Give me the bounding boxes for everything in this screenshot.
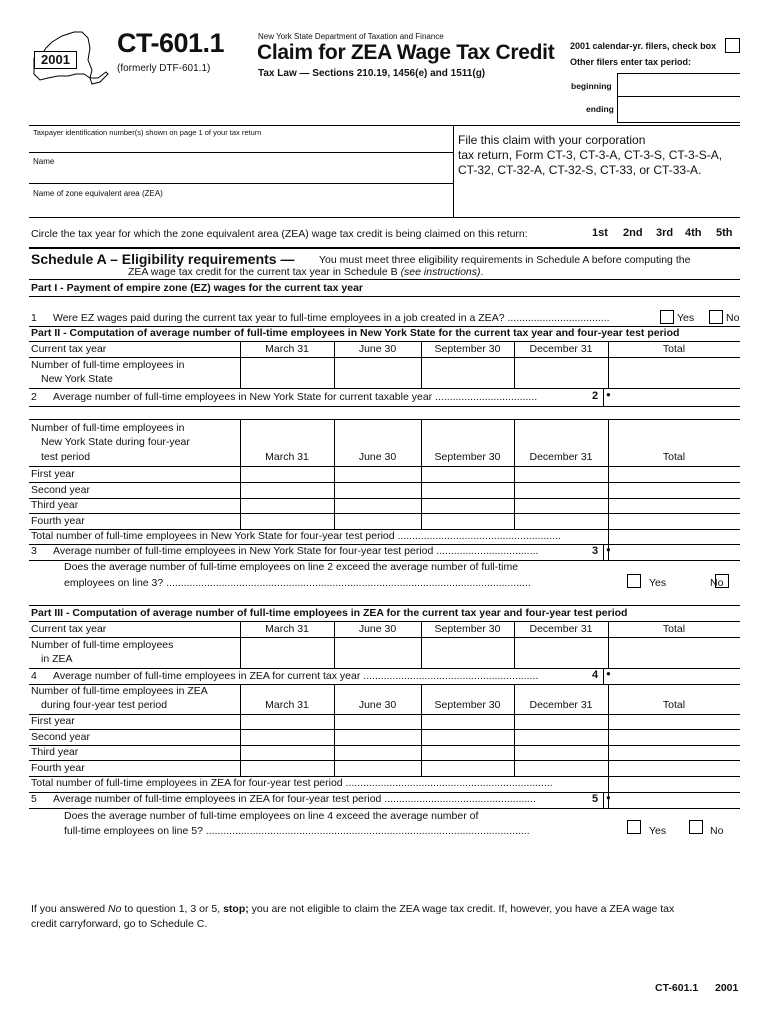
fy-nys-second-year: Second year — [31, 484, 90, 496]
zea-fy-col-september: September 30 — [434, 699, 501, 711]
line-1-number: 1 — [31, 312, 37, 324]
formerly-label: (formerly DTF-601.1) — [117, 63, 211, 74]
question-5-text-2: full-time employees on line 5? ............................................................................................................... — [64, 825, 530, 837]
year-badge: 2001 — [34, 51, 77, 69]
line-3-number: 3 — [31, 545, 37, 557]
zea-col-total: Total — [662, 623, 686, 635]
schedule-a-heading: Schedule A – Eligibility requirements — — [31, 251, 295, 267]
nys-june-field[interactable] — [335, 358, 421, 387]
part-1-heading: Part I - Payment of empire zone (EZ) wages for the current tax year — [31, 282, 364, 294]
zea-fy-col-march: March 31 — [265, 699, 309, 711]
zea-fy-total-field[interactable] — [609, 776, 740, 792]
intro-2-text: ZEA wage tax credit for the current tax year in Schedule B — [128, 266, 398, 278]
question-5-no-checkbox[interactable] — [689, 820, 703, 834]
fy-nys-total-label: Total number of full-time employees in New York State for four-year test period ........................................................ — [31, 530, 561, 542]
stop-text-a: If you answered — [31, 903, 109, 915]
name-label: Name — [33, 157, 55, 166]
zea-fy-second-year: Second year — [31, 731, 90, 743]
taxpayer-id-field[interactable] — [29, 138, 453, 152]
col-total: Total — [662, 343, 686, 355]
see-instructions-text: (see instructions) — [400, 266, 481, 278]
calendar-filers-label: 2001 calendar-yr. filers, check box — [570, 41, 717, 51]
footer-year: 2001 — [715, 982, 739, 994]
zea-employees-label-1: Number of full-time employees — [31, 639, 174, 651]
fy-nys-label-1: Number of full-time employees in — [31, 422, 185, 434]
line-4-number: 4 — [31, 670, 37, 682]
zea-fy-col-december: December 31 — [529, 699, 593, 711]
nys-december-field[interactable] — [515, 358, 608, 387]
year-option-5th[interactable]: 5th — [716, 227, 733, 239]
line-1-no-checkbox[interactable] — [709, 310, 723, 324]
line-4-bullet: ● — [606, 669, 611, 678]
line-4-box-label: 4 — [592, 669, 599, 681]
zea-col-december: December 31 — [529, 623, 593, 635]
part-2-heading: Part II - Computation of average number of full-time employees in New York State for the current tax year and four-year test period — [31, 327, 680, 339]
fy-nys-col-june: June 30 — [358, 451, 397, 463]
file-with-text-1: File this claim with your corporation — [458, 133, 646, 147]
stop-instruction-line-1 — [31, 903, 674, 915]
circle-year-instruction: Circle the tax year for which the zone equivalent area (ZEA) wage tax credit is being claimed on this return: — [31, 228, 528, 240]
question-5-yes-label: Yes — [649, 825, 667, 837]
calendar-year-checkbox[interactable] — [725, 38, 740, 53]
schedule-a-intro-1: You must meet three eligibility requirements in Schedule A before computing the — [319, 254, 691, 266]
fy-nys-total-field[interactable] — [609, 529, 740, 544]
line-2-bullet: ● — [606, 390, 611, 399]
year-option-2nd[interactable]: 2nd — [623, 227, 643, 239]
zea-name-label: Name of zone equivalent area (ZEA) — [33, 189, 163, 198]
fy-nys-first-year: First year — [31, 468, 75, 480]
year-option-3rd[interactable]: 3rd — [656, 227, 674, 239]
schedule-a-intro-2 — [128, 266, 483, 278]
file-with-text-3: CT-32, CT-32-A, CT-32-S, CT-33, or CT-33-A. — [458, 163, 702, 177]
question-3-no-label: No — [710, 577, 724, 589]
zea-fy-col-june: June 30 — [358, 699, 397, 711]
nys-march-field[interactable] — [241, 358, 334, 387]
line-5-number: 5 — [31, 793, 37, 805]
line-4-amount-field[interactable] — [617, 668, 740, 684]
zea-name-field[interactable] — [29, 200, 453, 217]
col-june-30: June 30 — [358, 343, 397, 355]
zea-col-june: June 30 — [358, 623, 397, 635]
beginning-field[interactable] — [617, 73, 740, 97]
question-3-yes-checkbox[interactable] — [627, 574, 641, 588]
stop-text-stop: stop; — [223, 903, 249, 915]
line-3-bullet: ● — [606, 545, 611, 554]
form-title: Claim for ZEA Wage Tax Credit — [257, 41, 555, 64]
year-option-4th[interactable]: 4th — [685, 227, 702, 239]
line-3-amount-field[interactable] — [617, 544, 740, 560]
fy-nys-label-3: test period — [41, 451, 91, 463]
footer-form-number: CT-601.1 — [655, 982, 699, 994]
stop-text-c: you are not eligible to claim the ZEA wage tax credit. If, however, you have a ZEA wage tax — [248, 903, 675, 915]
fy-nys-col-december: December 31 — [529, 451, 593, 463]
line-1-yes-label: Yes — [677, 312, 695, 324]
zea-fy-first-year: First year — [31, 715, 75, 727]
question-3-text-1: Does the average number of full-time employees on line 2 exceed the average number of full-time — [64, 561, 519, 573]
taxpayer-id-label: Taxpayer identification number(s) shown on page 1 of your tax return — [33, 128, 262, 137]
intro-2-end: . — [480, 266, 484, 278]
line-3-text: Average number of full-time employees in New York State for four-year test period ................................... — [53, 545, 539, 557]
line-1-text: Were EZ wages paid during the current tax year to full-time employees in a job created in a ZEA? ................................... — [53, 312, 610, 324]
line-2-amount-field[interactable] — [617, 388, 740, 406]
form-number: CT-601.1 — [117, 28, 225, 58]
line-2-number: 2 — [31, 391, 37, 403]
zea-fy-fourth-year: Fourth year — [31, 762, 85, 774]
fy-nys-fourth-year: Fourth year — [31, 515, 85, 527]
nys-total-field[interactable] — [609, 358, 740, 387]
zea-fy-label-1: Number of full-time employees in ZEA — [31, 685, 208, 697]
fy-nys-label-2: New York State during four-year — [41, 436, 190, 448]
nys-september-field[interactable] — [422, 358, 514, 387]
line-4-text: Average number of full-time employees in ZEA for current tax year ............................................................ — [53, 670, 539, 682]
question-3-text-2: employees on line 3? ............................................................................................................................. — [64, 577, 531, 589]
zea-col-march: March 31 — [265, 623, 309, 635]
stop-instruction-line-2: credit carryforward, go to Schedule C. — [31, 918, 208, 930]
zea-fy-col-total: Total — [662, 699, 686, 711]
zea-employees-label-2: in ZEA — [41, 653, 73, 665]
col-september-30: September 30 — [434, 343, 501, 355]
ending-field[interactable] — [617, 97, 740, 123]
department-name: New York State Department of Taxation and Finance — [258, 32, 444, 41]
col-march-31: March 31 — [265, 343, 309, 355]
other-filers-label: Other filers enter tax period: — [570, 57, 692, 67]
line-2-text: Average number of full-time employees in New York State for current taxable year ................................... — [53, 391, 538, 403]
tax-law-label: Tax Law — Sections 210.19, 1456(e) and 1511(g) — [258, 68, 486, 79]
file-with-text-2: tax return, Form CT-3, CT-3-A, CT-3-S, CT-3-S-A, — [458, 148, 723, 162]
zea-fy-label-2: during four-year test period — [41, 699, 168, 711]
question-3-yes-label: Yes — [649, 577, 667, 589]
line-1-no-label: No — [726, 312, 740, 324]
zea-current-tax-year-label: Current tax year — [31, 623, 107, 635]
zea-fy-total-label: Total number of full-time employees in ZEA for four-year test period ....................................................................... — [31, 777, 553, 789]
question-5-no-label: No — [710, 825, 724, 837]
line-5-amount-field[interactable] — [617, 792, 740, 808]
stop-text-b: to question 1, 3 or 5, — [121, 903, 224, 915]
zea-col-september: September 30 — [434, 623, 501, 635]
col-december-31: December 31 — [529, 343, 593, 355]
name-field[interactable] — [29, 168, 453, 184]
fy-nys-col-march: March 31 — [265, 451, 309, 463]
fy-nys-col-total: Total — [662, 451, 686, 463]
question-5-text-1: Does the average number of full-time employees on line 4 exceed the average number of — [64, 810, 479, 822]
year-option-1st[interactable]: 1st — [592, 227, 608, 239]
beginning-label: beginning — [571, 81, 612, 91]
fy-nys-third-year: Third year — [31, 499, 79, 511]
part-3-heading: Part III - Computation of average number of full-time employees in ZEA for the current tax year and four-year test period — [31, 607, 628, 619]
line-3-box-label: 3 — [592, 545, 599, 557]
line-5-text: Average number of full-time employees in ZEA for four-year test period .................................................... — [53, 793, 536, 805]
line-2-box-label: 2 — [592, 390, 599, 402]
line-5-bullet: ● — [606, 793, 611, 802]
line-5-box-label: 5 — [592, 793, 599, 805]
nys-employees-label-1: Number of full-time employees in — [31, 359, 185, 371]
nys-employees-label-2: New York State — [41, 373, 113, 385]
current-tax-year-label: Current tax year — [31, 343, 107, 355]
ending-label: ending — [586, 104, 614, 114]
fy-nys-col-september: September 30 — [434, 451, 501, 463]
stop-text-no: No — [108, 903, 122, 915]
zea-fy-third-year: Third year — [31, 746, 79, 758]
question-5-yes-checkbox[interactable] — [627, 820, 641, 834]
line-1-yes-checkbox[interactable] — [660, 310, 674, 324]
